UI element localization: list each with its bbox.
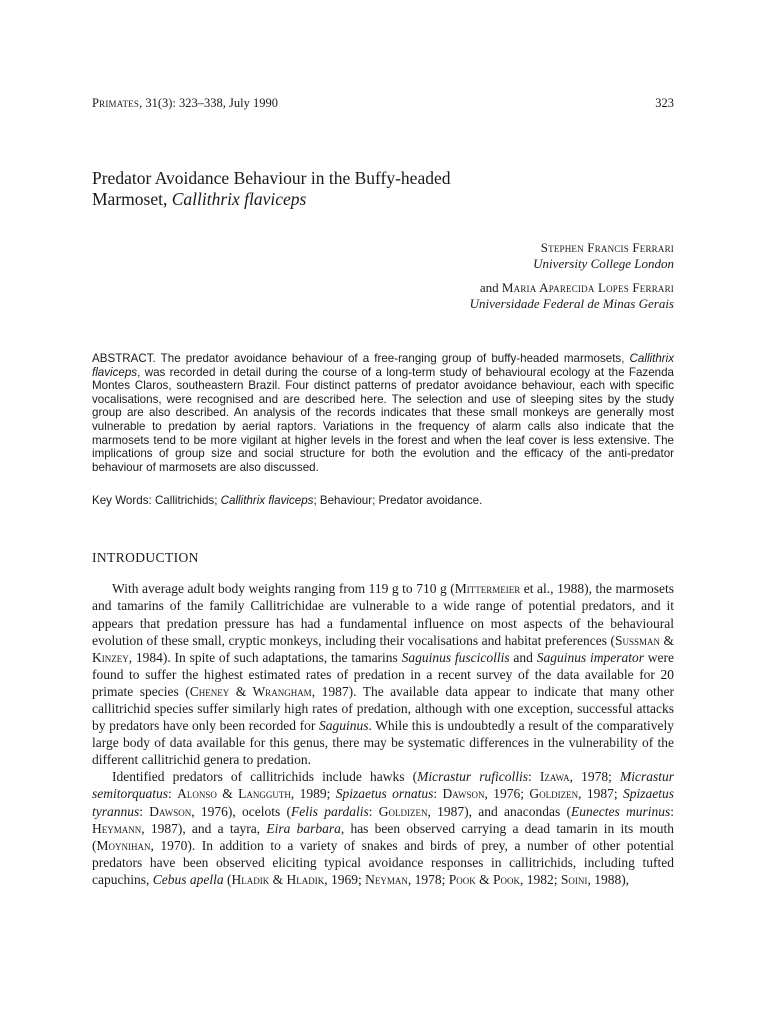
page-number: 323 — [655, 96, 674, 110]
section-heading: INTRODUCTION — [92, 550, 199, 566]
body-text — [92, 580, 674, 888]
affiliation-2: Universidade Federal de Minas Gerais — [469, 296, 674, 311]
author-1: Stephen Francis Ferrari — [540, 240, 674, 255]
keywords: Key Words: Callitrichids; Callithrix flaviceps; Behaviour; Predator avoidance. — [92, 494, 483, 508]
article-title: Predator Avoidance Behaviour in the Buffy-headed Marmoset, Callithrix flaviceps — [92, 168, 451, 209]
running-header — [92, 96, 674, 114]
paper-page — [92, 96, 674, 888]
paragraph-1: With average adult body weights ranging from 119 g to 710 g (Mittermeier et al., 1988), the marmosets and tamarins of the family Callitrichidae are vulnerable to a wide range of potential predators, and it appears that predation pressure has had a fundamental influence on most aspects of the behavioural evolution of these small, cryptic monkeys, including their vocalisations and habitat preferences (Sussman & Kinzey, 1984). In spite of such adaptations, the tamarins Saguinus fuscicollis and Saguinus imperator were found to suffer the highest estimated rates of predation in a recent survey of the data available for 20 primate species (Cheney & Wrangham, 1987). The available data appear to indicate that many other callitrichid species suffer similarly high rates of predation, although with one exception, successful attacks by predators have only been recorded for Saguinus. While this is undoubtedly a result of the comparatively large body of data available for this genus, there may be systematic differences in the vulnerability of the different callitrichid genera to predation. — [92, 581, 675, 768]
journal-citation: Primates, 31(3): 323–338, July 1990 — [92, 96, 278, 110]
author-2: and Maria Aparecida Lopes Ferrari — [479, 280, 674, 295]
abstract: ABSTRACT. The predator avoidance behaviour of a free-ranging group of buffy-headed marmosets, Callithrix flaviceps, was recorded in detail during the course of a long-term study of behavioural ecology at the Fazenda Montes Claros, southeastern Brazil. Four distinct patterns of predator avoidance behaviour, each with specific vocalisations, were recognised and are described here. The selection and use of sleeping sites by the study group are also described. An analysis of the records indicates that these small monkeys are generally most vulnerable to predation by aerial raptors. Variations in the frequency of alarm calls also indicate that the marmosets tend to be more vigilant at higher levels in the forest and when the leaf cover is less extensive. The implications of group size and social structure for both the evolution and the efficacy of the anti-predator behaviour of marmosets are also discussed. — [92, 352, 674, 474]
affiliation-1: University College London — [533, 256, 674, 271]
paragraph-2: Identified predators of callitrichids include hawks (Micrastur ruficollis: Izawa, 1978; Micrastur semitorquatus: Alonso & Langguth, 1989; Spizaetus ornatus: Dawson, 1976; Goldizen, 1987; Spizaetus tyrannus: Dawson, 1976), ocelots (Felis pardalis: Goldizen, 1987), and anacondas (Eunectes murinus: Heymann, 1987), and a tayra, Eira barbara, has been observed carrying a dead tamarin in its mouth (Moynihan, 1970). In addition to a variety of snakes and birds of prey, a number of other potential predators have been observed eliciting typical avoidance responses in callitrichids, including tufted capuchins, Cebus apella (Hladik & Hladik, 1969; Neyman, 1978; Pook & Pook, 1982; Soini, 1988), — [92, 769, 674, 887]
author-block — [92, 240, 674, 312]
